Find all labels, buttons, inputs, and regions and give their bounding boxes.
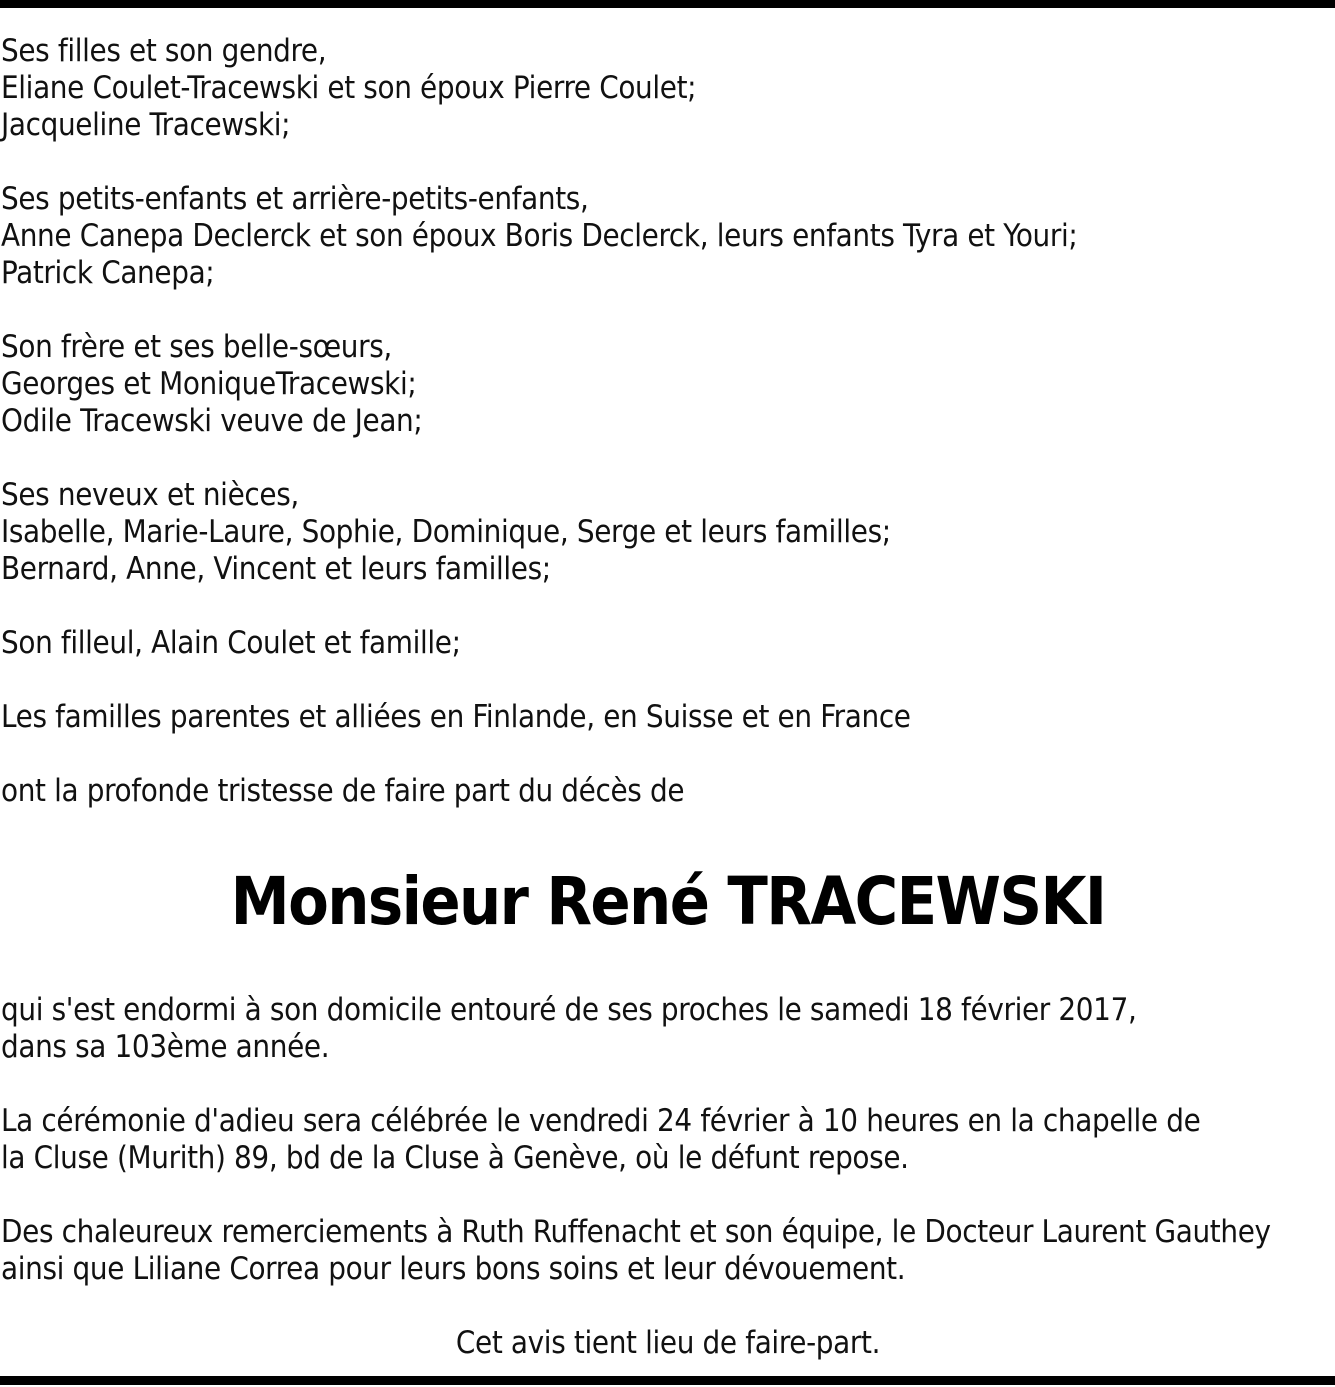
godson-paragraph <box>1 625 1335 662</box>
text-line: Isabelle, Marie-Laure, Sophie, Dominique, Serge et leurs familles; <box>1 514 891 550</box>
text-line: Georges et MoniqueTracewski; <box>1 366 417 402</box>
nephews-paragraph <box>1 477 1335 588</box>
obituary-notice <box>1 33 1335 1362</box>
bottom-rule <box>0 1376 1335 1385</box>
text-line: la Cluse (Murith) 89, bd de la Cluse à Genève, où le défunt repose. <box>1 1140 909 1176</box>
top-rule <box>0 0 1335 8</box>
text-line: Son filleul, Alain Coulet et famille; <box>1 625 461 661</box>
text-line: ont la profonde tristesse de faire part du décès de <box>1 773 685 809</box>
thanks-paragraph <box>1 1214 1335 1288</box>
text-line: La cérémonie d'adieu sera célébrée le vendredi 24 février à 10 heures en la chapelle de <box>1 1103 1201 1139</box>
text-line: Patrick Canepa; <box>1 255 215 291</box>
text-line: Les familles parentes et alliées en Finlande, en Suisse et en France <box>1 699 911 735</box>
text-line: Des chaleureux remerciements à Ruth Ruffenacht et son équipe, le Docteur Laurent Gauthey <box>1 1214 1271 1250</box>
text-line: Ses petits-enfants et arrière-petits-enfants, <box>1 181 589 217</box>
daughters-paragraph <box>1 33 1335 144</box>
death-paragraph <box>1 992 1335 1066</box>
text-line: Ses filles et son gendre, <box>1 33 327 69</box>
families-paragraph <box>1 699 1335 736</box>
text-line: qui s'est endormi à son domicile entouré de ses proches le samedi 18 février 2017, <box>1 992 1137 1028</box>
text-line: Ses neveux et nièces, <box>1 477 299 513</box>
announcement-paragraph <box>1 773 1335 810</box>
text-line: ainsi que Liliane Correa pour leurs bons soins et leur dévouement. <box>1 1251 906 1287</box>
text-line: dans sa 103ème année. <box>1 1029 330 1065</box>
ceremony-paragraph <box>1 1103 1335 1177</box>
text-line: Bernard, Anne, Vincent et leurs familles; <box>1 551 551 587</box>
deceased-name: Monsieur René TRACEWSKI <box>230 863 1106 940</box>
text-line: Odile Tracewski veuve de Jean; <box>1 403 423 439</box>
text-line: Eliane Coulet-Tracewski et son époux Pierre Coulet; <box>1 70 697 106</box>
text-line: Cet avis tient lieu de faire-part. <box>455 1325 881 1361</box>
text-line: Anne Canepa Declerck et son époux Boris Declerck, leurs enfants Tyra et Youri; <box>1 218 1078 254</box>
siblings-paragraph <box>1 329 1335 440</box>
grandchildren-paragraph <box>1 181 1335 292</box>
text-line: Jacqueline Tracewski; <box>1 107 291 143</box>
closing-line <box>1 1325 1335 1362</box>
text-line: Son frère et ses belle-sœurs, <box>1 329 392 365</box>
